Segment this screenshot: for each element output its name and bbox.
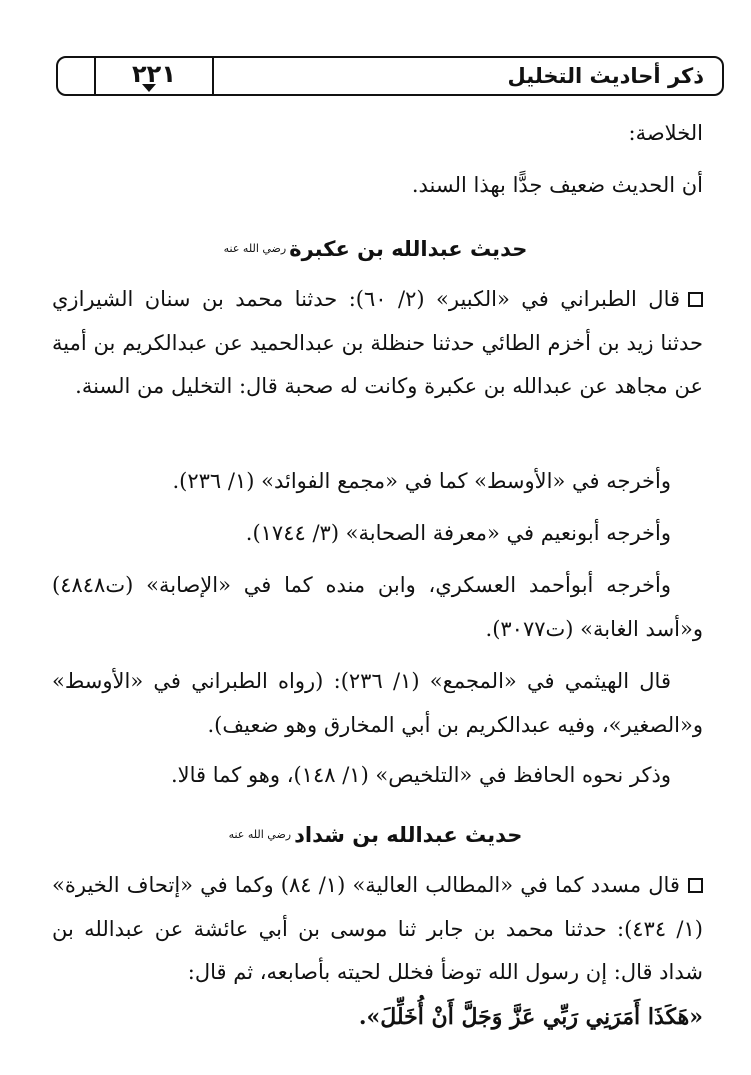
paragraph-text: قال مسدد كما في «المطالب العالية» (١/ ٨٤) وكما في «إتحاف الخيرة» (١/ ٤٣٤): حدثنا محمد بن جابر ثنا موسى بن أبي عائشة عن عبدالله بن شداد قال: إن رسول الله توضأ فخلل لحيته بأصابعه، ثم قال: — [52, 873, 703, 984]
paragraph-awsat: وأخرجه في «الأوسط» كما في «مجمع الفوائد» (١/ ٢٣٦). — [172, 469, 671, 493]
honorific-mark: رضي الله عنه — [223, 242, 287, 255]
section-heading-text: حديث عبدالله بن عكبرة — [289, 237, 528, 261]
paragraph-askari: وأخرجه أبوأحمد العسكري، وابن منده كما في «الإصابة» (ت٤٨٤٨) و«أسد الغابة» (ت٣٠٧٧). — [52, 573, 703, 641]
section-heading-text: حديث عبدالله بن شداد — [294, 823, 523, 847]
header-title: ذكر أحاديث التخليل — [507, 64, 704, 88]
paragraph-musaddad — [52, 864, 703, 995]
paragraph-text: قال الطبراني في «الكبير» (٢/ ٦٠): حدثنا محمد بن سنان الشيرازي حدثنا زيد بن أخزم الطائي حدثنا حنظلة بن عبدالحميد عن عبدالكريم بن أمية عن مجاهد عن عبدالله بن عكبرة وكانت له صحبة قال: التخليل من السنة. — [52, 287, 703, 398]
section-heading-ibn-akbara — [0, 232, 751, 266]
summary-text: أن الحديث ضعيف جدًّا بهذا السند. — [411, 173, 703, 197]
section-heading-ibn-shaddad — [0, 818, 751, 852]
running-header — [56, 56, 724, 96]
square-bullet-icon — [688, 292, 703, 307]
paragraph-tabarani-kabir — [52, 278, 703, 409]
page-number-notch — [142, 84, 156, 92]
paragraph-abu-nuaim: وأخرجه أبونعيم في «معرفة الصحابة» (٣/ ١٧٤٤). — [245, 521, 671, 545]
honorific-mark: رضي الله عنه — [228, 828, 292, 841]
summary-label: الخلاصة: — [628, 121, 703, 145]
page-number: ٢٢١ — [132, 60, 176, 88]
square-bullet-icon — [688, 878, 703, 893]
paragraph-haythami: قال الهيثمي في «المجمع» (١/ ٢٣٦): (رواه الطبراني في «الأوسط» و«الصغير»، وفيه عبدالكريم بن أبي المخارق وهو ضعيف). — [52, 669, 703, 737]
hadith-text: «هَكَذَا أَمَرَنِي رَبِّي عَزَّ وَجَلَّ أَنْ أُخَلِّلَ». — [358, 1004, 703, 1030]
hadith-quote — [52, 996, 703, 1040]
page-number-box — [94, 56, 214, 96]
paragraph-talkhis: وذكر نحوه الحافظ في «التلخيص» (١/ ١٤٨)، وهو كما قالا. — [170, 763, 671, 787]
